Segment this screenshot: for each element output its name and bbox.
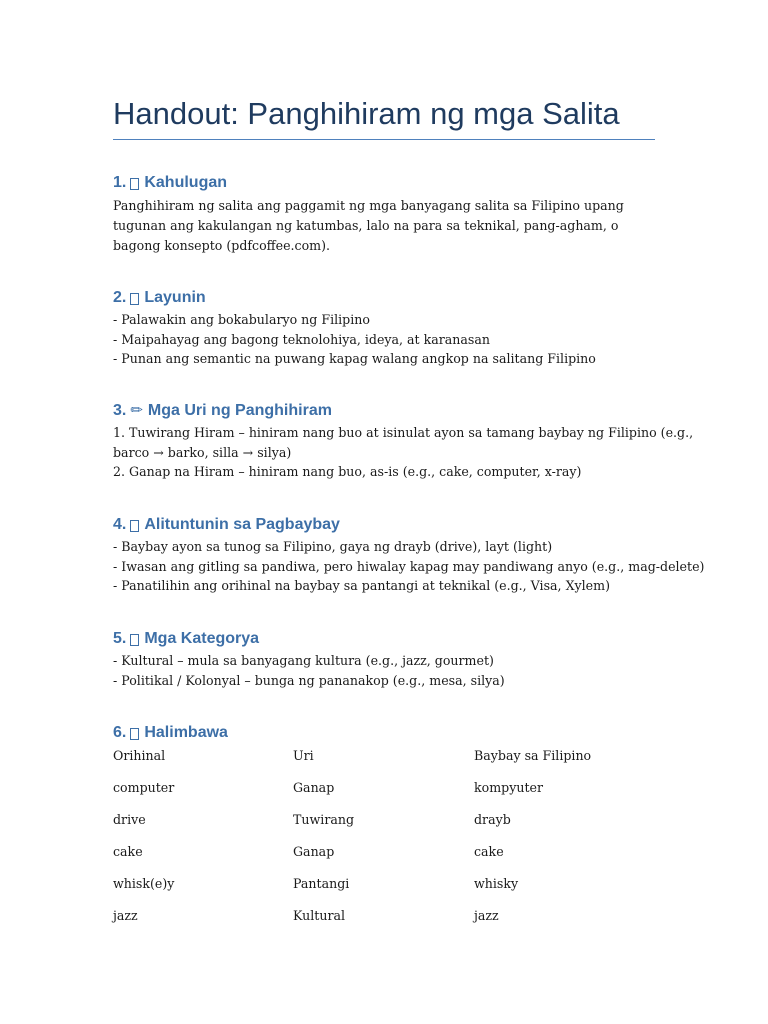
section-heading — [113, 721, 655, 745]
table-cell: Ganap — [293, 844, 335, 859]
section-kahulugan — [113, 171, 655, 256]
table-header-cell: Uri — [293, 748, 314, 763]
list-item: - Maipahayag ang bagong teknolohiya, ideya, at karanasan — [113, 331, 490, 347]
section-number: 6. — [113, 724, 127, 741]
table-cell: whisk(e)y — [113, 876, 175, 891]
section-number: 5. — [113, 630, 127, 647]
section-heading — [113, 286, 655, 310]
section-mga-kategorya — [113, 627, 655, 690]
table-header-cell: Orihinal — [113, 748, 166, 763]
section-list — [113, 537, 705, 596]
table-cell: Kultural — [293, 908, 345, 923]
list-item: - Iwasan ang gitling sa pandiwa, pero hiwalay kapag may pandiwang anyo (e.g., mag-delete) — [113, 558, 705, 574]
list-item: 2. Ganap na Hiram – hiniram nang buo, as-is (e.g., cake, computer, x-ray) — [113, 464, 582, 479]
table-row — [113, 876, 655, 908]
section-number: 3. — [113, 402, 127, 419]
table-cell: Ganap — [293, 780, 335, 795]
section-title: Layunin — [144, 289, 206, 306]
list-item: - Panatilihin ang orihinal na baybay sa pantangi at teknikal (e.g., Visa, Xylem) — [113, 578, 610, 593]
section-halimbawa — [113, 721, 655, 940]
table-cell: jazz — [113, 908, 138, 923]
section-title: Alituntunin sa Pagbaybay — [144, 516, 340, 533]
section-alituntunin — [113, 513, 705, 596]
section-heading — [113, 171, 655, 195]
table-row — [113, 780, 655, 812]
missing-glyph-icon — [130, 728, 139, 740]
section-number: 1. — [113, 174, 127, 191]
list-item: - Punan ang semantic na puwang kapag walang angkop na salitang Filipino — [113, 351, 596, 366]
section-title: Halimbawa — [144, 724, 228, 741]
table-cell: drayb — [474, 812, 511, 827]
table-row — [113, 812, 655, 844]
table-cell: Pantangi — [293, 876, 350, 891]
list-item: - Palawakin ang bokabularyo ng Filipino — [113, 312, 370, 327]
section-paragraph: Panghihiram ng salita ang paggamit ng mga banyagang salita sa Filipino upang tugunan ang kakulangan ng katumbas, lalo na para sa teknikal, pang-agham, o bagong konsepto (pdfcoffee.com). — [113, 198, 624, 253]
section-title: Kahulugan — [144, 174, 228, 191]
table-cell: whisky — [474, 876, 519, 891]
missing-glyph-icon — [130, 178, 139, 190]
section-title: Mga Kategorya — [144, 630, 260, 647]
table-cell: Tuwirang — [293, 812, 355, 827]
table-cell: cake — [474, 844, 504, 859]
section-number: 4. — [113, 516, 127, 533]
table-cell: kompyuter — [474, 780, 543, 795]
list-item: - Baybay ayon sa tunog sa Filipino, gaya ng drayb (drive), layt (light) — [113, 539, 553, 554]
section-heading — [113, 399, 655, 423]
section-mga-uri — [113, 399, 694, 482]
document-title: Handout: Panghihiram ng mga Salita — [113, 96, 620, 131]
table-cell: drive — [113, 812, 146, 827]
title-divider — [113, 139, 655, 140]
table-header-cell: Baybay sa Filipino — [474, 748, 592, 763]
section-heading — [113, 513, 655, 537]
missing-glyph-icon — [130, 634, 139, 646]
list-item: - Politikal / Kolonyal – bunga ng pananakop (e.g., mesa, silya) — [113, 672, 505, 688]
section-number: 2. — [113, 289, 127, 306]
section-heading — [113, 627, 655, 651]
section-list — [113, 651, 655, 690]
missing-glyph-icon — [130, 520, 139, 532]
section-layunin — [113, 286, 655, 369]
section-list — [113, 310, 655, 369]
list-item: - Kultural – mula sa banyagang kultura (e.g., jazz, gourmet) — [113, 653, 494, 668]
section-title: Mga Uri ng Panghihiram — [147, 402, 332, 419]
section-list — [113, 423, 694, 482]
table-cell: cake — [113, 844, 143, 859]
pencil-icon: ✏ — [130, 402, 143, 419]
list-item: 1. Tuwirang Hiram – hiniram nang buo at isinulat ayon sa tamang baybay ng Filipino (e.g., — [113, 425, 694, 440]
table-cell: jazz — [474, 908, 499, 923]
table-row — [113, 908, 655, 940]
table-cell: computer — [113, 780, 175, 795]
table-row — [113, 844, 655, 876]
missing-glyph-icon — [130, 293, 139, 305]
list-item: barco → barko, silla → silya) — [113, 444, 292, 460]
examples-table — [113, 748, 655, 940]
table-header-row — [113, 748, 655, 780]
